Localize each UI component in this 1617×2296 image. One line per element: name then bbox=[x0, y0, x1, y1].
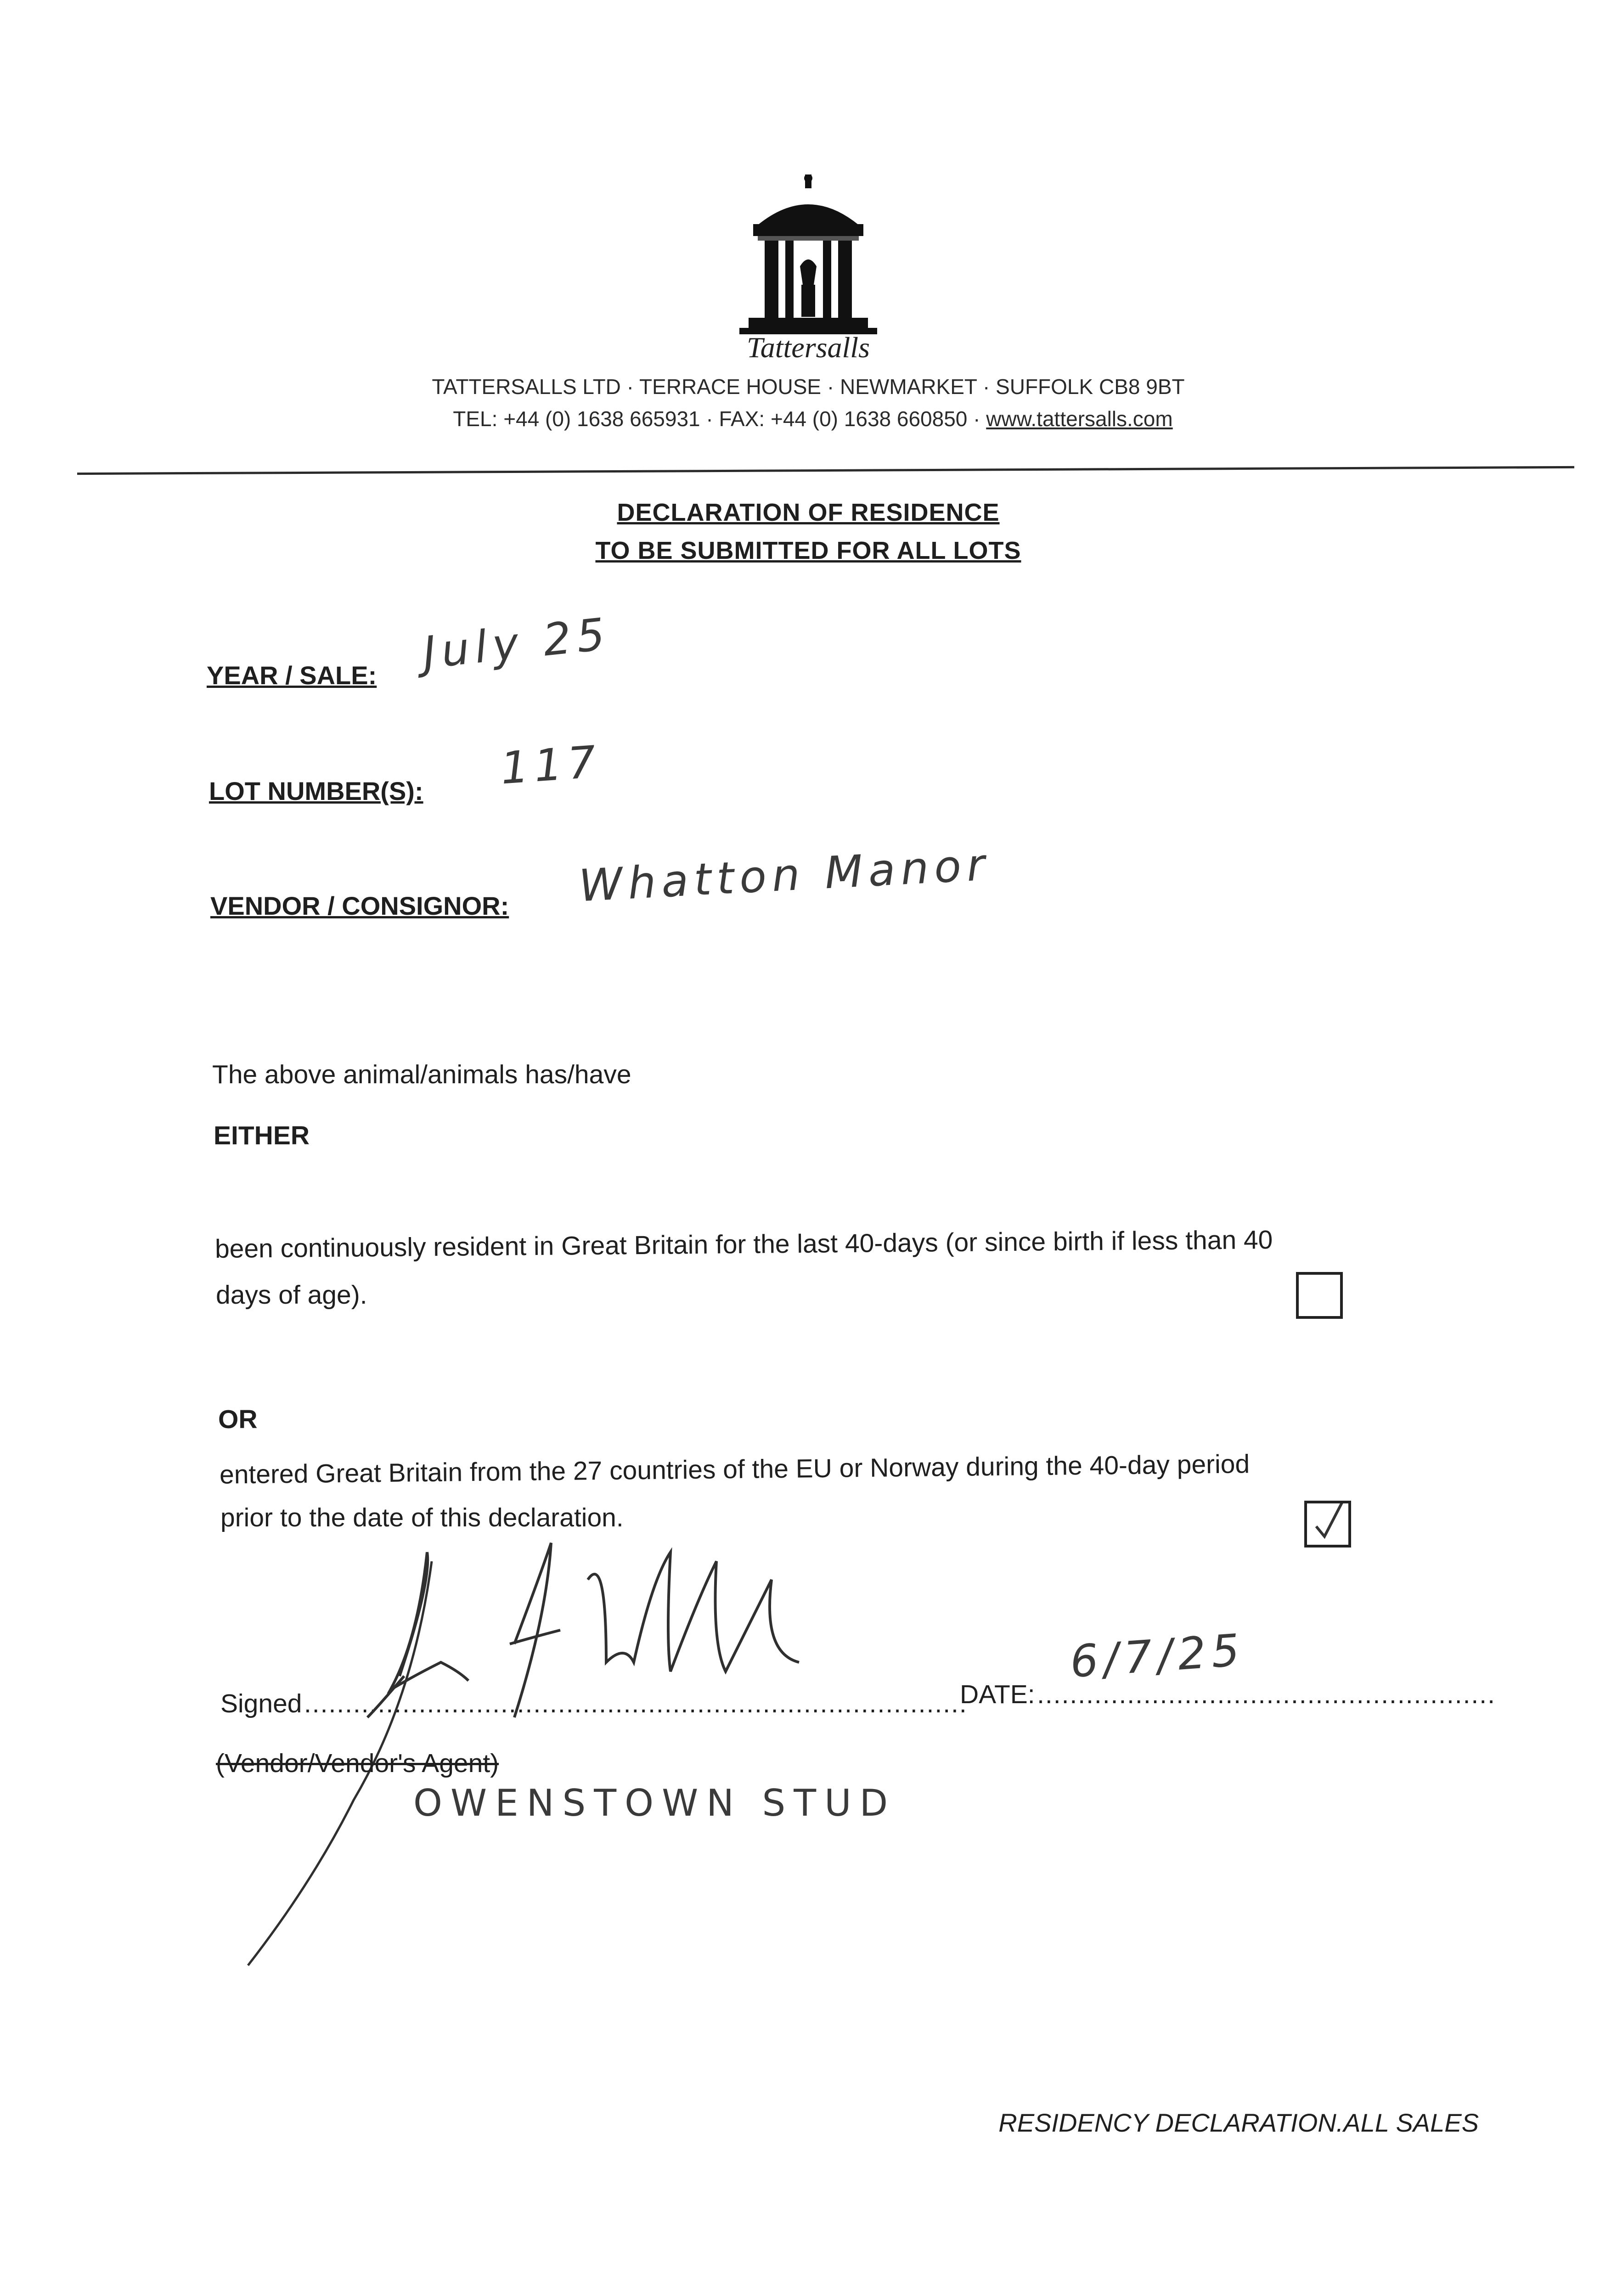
lot-number-label: LOT NUMBER(S): bbox=[209, 777, 423, 805]
vendor-consignor-value[interactable]: Whatton Manor bbox=[577, 838, 992, 912]
year-sale-label: YEAR / SALE: bbox=[207, 661, 377, 690]
form-name-footer: RESIDENCY DECLARATION.ALL SALES bbox=[998, 2108, 1479, 2137]
option1-text-line2: days of age). bbox=[216, 1280, 367, 1310]
header-divider bbox=[77, 466, 1574, 475]
option1-checkbox[interactable] bbox=[1296, 1272, 1343, 1319]
option1-text-line1: been continuously resident in Great Britain for the last 40-days (or since birth if less than 40 bbox=[214, 1225, 1273, 1264]
date-label: DATE: bbox=[960, 1680, 1035, 1709]
form-title-line2: TO BE SUBMITTED FOR ALL LOTS bbox=[595, 537, 1021, 564]
contact-numbers: TEL: +44 (0) 1638 665931 · FAX: +44 (0) 1638 660850 · bbox=[453, 407, 986, 431]
company-contact bbox=[381, 406, 1245, 431]
option2-text-line2: prior to the date of this declaration. bbox=[220, 1503, 624, 1532]
checkmark-icon bbox=[1307, 1503, 1348, 1545]
option2-checkbox[interactable] bbox=[1304, 1501, 1351, 1548]
form-title-line1: DECLARATION OF RESIDENCE bbox=[617, 499, 1000, 526]
date-row bbox=[960, 1671, 1496, 1717]
lot-number-value[interactable]: 117 bbox=[499, 736, 603, 794]
signature-dotted-line: ................................................................................. bbox=[304, 1689, 968, 1718]
vendor-agent-role-label: (Vendor/Vendor's Agent) bbox=[216, 1749, 499, 1778]
vendor-consignor-label: VENDOR / CONSIGNOR: bbox=[210, 891, 509, 920]
or-heading: OR bbox=[218, 1405, 258, 1434]
signed-label: Signed bbox=[220, 1689, 302, 1718]
declaration-intro: The above animal/animals has/have bbox=[212, 1060, 631, 1089]
date-dotted-line: ........................................................ bbox=[1037, 1680, 1496, 1709]
stud-name-note[interactable]: OWENSTOWN STUD bbox=[413, 1782, 896, 1824]
company-address: TATTERSALLS LTD · TERRACE HOUSE · NEWMARKET · SUFFOLK CB8 9BT bbox=[432, 375, 1185, 399]
either-heading: EITHER bbox=[214, 1121, 310, 1150]
website-link[interactable]: www.tattersalls.com bbox=[986, 407, 1173, 431]
option2-text-line1: entered Great Britain from the 27 countries of the EU or Norway during the 40-day period bbox=[219, 1449, 1250, 1490]
year-sale-value[interactable]: July 25 bbox=[420, 608, 613, 679]
date-value[interactable]: 6/7/25 bbox=[1068, 1624, 1247, 1688]
rotunda-statue-logo-icon bbox=[739, 174, 877, 344]
brand-name: Tattersalls bbox=[747, 331, 870, 364]
